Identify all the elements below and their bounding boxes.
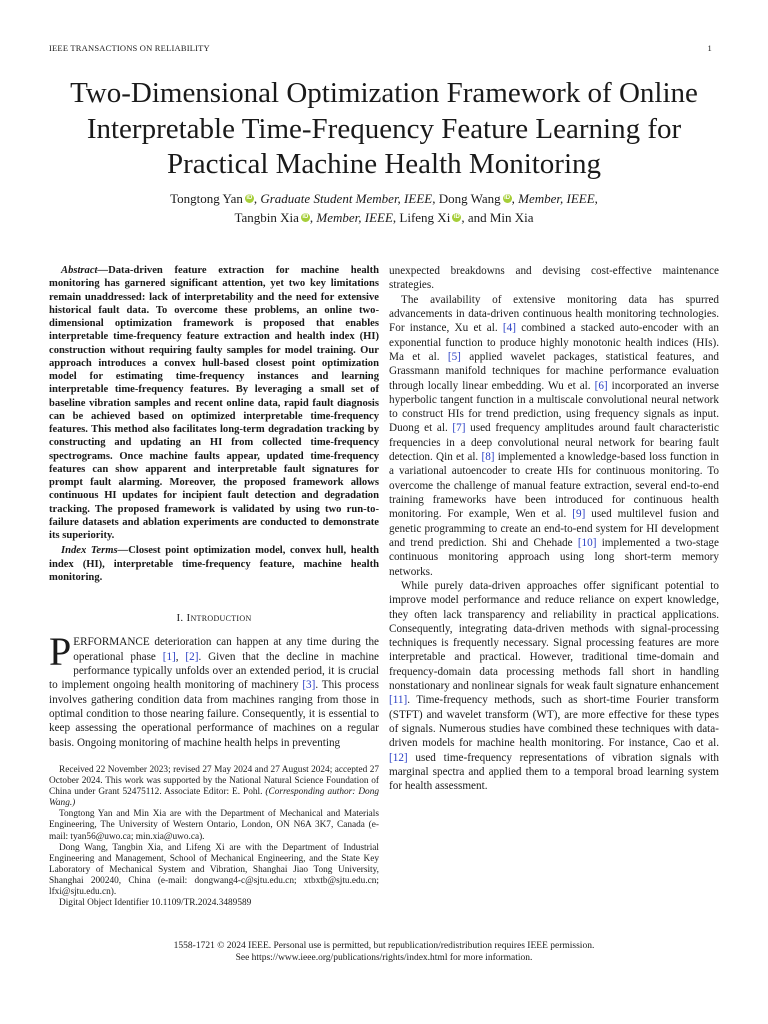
- index-terms: [49, 544, 379, 584]
- permissions-line: See https://www.ieee.org/publications/rights/index.html for more information.: [235, 953, 533, 963]
- drop-cap: P: [49, 629, 72, 675]
- copyright-line: 1558-1721 © 2024 IEEE. Personal use is permitted, but republication/redistribution requires IEEE permission.: [173, 941, 595, 951]
- footnote-affiliation: Tongtong Yan and Min Xia are with the Department of Mechanical and Materials Engineering, The University of Western Ontario, London, ON N6A 3K7, Canada (e-mail: tyan56@uwo.ca; min.xia@uwo.ca).: [49, 809, 379, 842]
- author-role: Graduate Student Member, IEEE: [260, 191, 433, 206]
- section-heading: I. Introduction: [176, 612, 252, 624]
- author-name: Dong Wang: [438, 191, 501, 206]
- footnote-doi: Digital Object Identifier 10.1109/TR.2024.3489589: [59, 898, 252, 909]
- citation-link[interactable]: [12]: [389, 751, 408, 764]
- running-header-journal: IEEE TRANSACTIONS ON RELIABILITY: [49, 43, 210, 53]
- abstract-label: Abstract—: [61, 265, 109, 276]
- right-column: [389, 264, 719, 794]
- citation-link[interactable]: [11]: [389, 694, 408, 707]
- citation-link[interactable]: [6]: [594, 379, 608, 392]
- orcid-icon[interactable]: iD: [302, 214, 309, 220]
- copyright-footer: [40, 940, 728, 964]
- orcid-icon[interactable]: iD: [504, 195, 511, 201]
- citation-link[interactable]: [5]: [447, 350, 461, 363]
- citation-link[interactable]: [8]: [481, 451, 495, 464]
- footnotes: [49, 765, 379, 909]
- paper-title: Two-Dimensional Optimization Framework of Online Interpretable Time-Frequency Feature Learning for Practical Machine Health Monitoring: [70, 77, 698, 180]
- abstract: [49, 264, 379, 542]
- author-name: Tongtong Yan: [170, 191, 243, 206]
- orcid-icon[interactable]: iD: [246, 195, 253, 201]
- author-line-2: Tangbin Xia iD , Member, IEEE, Lifeng Xi iD , and Min Xia: [234, 210, 534, 225]
- author-line-1: Tongtong Yan iD , Graduate Student Member, IEEE, Dong Wang iD , Member, IEEE,: [170, 191, 598, 206]
- author-name: Lifeng Xi: [399, 210, 451, 225]
- intro-paragraph: While purely data-driven approaches offer significant potential to improve model performance and reduce reliance on expert knowledge, they often lack transparency and reliability in practical applications. Consequently, integrating data-driven methods with signal-processing techniques is frequently necessary. Signal processing features are more interpretable and practical. However, traditional time-domain and frequency-domain data processing methods fall short in handling nonstationary and nonlinear signals for weak fault signature enhancement [11]. Time-frequency methods, such as short-time Fourier transform (STFT) and wavelet transform (WT), are more effective for these types of signals. Numerous studies have combined these techniques with data-driven models for machine health monitoring. For instance, Cao et al. [12] used time-frequency representations of vibration signals with marginal spectra and applied them to a temporal broad learning system for health assessment.: [389, 579, 719, 793]
- citation-link[interactable]: [1]: [162, 650, 176, 663]
- abstract-text: Data-driven feature extraction for machine health monitoring has garnered significant attention, yet two key limitations remain unaddressed: lack of interpretability and the need for extensive historical fault data. To overcome these problems, an online two-dimensional optimization framework is proposed that enables interpretable time-frequency feature extraction and health index (HI) construction without requiring faulty samples for model training. Our approach introduces a convex hull-based closest point optimization model for estimating time-frequency instances and learning interpretable time-frequency features. By leveraging a small set of baseline vibration samples and recent online data, rapid fault diagnosis can be achieved based on optimized interpretable time-frequency features. This method also facilitates long-term degradation tracking by constructing and updating an HI from collected time-frequency spectrograms. Once machine faults appear, updated time-frequency features can show apparent and interpretable fault signatures for prompt fault alarming. Moreover, the proposed framework allows continuous HI updates for incipient fault detection and degradation tracking. The proposed framework is validated by using two run-to-failure datasets and ablation experiments are conducted to demonstrate its superiority.: [49, 265, 379, 541]
- citation-link[interactable]: [10]: [577, 536, 597, 549]
- author-name: Min Xia: [489, 210, 534, 225]
- author-role: Member, IEEE: [518, 191, 595, 206]
- intro-paragraph-continued: unexpected breakdowns and devising cost-effective maintenance strategies.: [389, 265, 719, 292]
- index-terms-label: Index Terms—: [61, 545, 129, 557]
- citation-link[interactable]: [7]: [452, 422, 466, 435]
- index-terms-text: Closest point optimization model, convex hull, health index (HI), interpretable time-frequency feature, machine health monitoring.: [49, 545, 379, 583]
- citation-link[interactable]: [4]: [502, 322, 516, 335]
- intro-paragraph: The availability of extensive monitoring data has spurred advancements in data-driven continuous health monitoring technologies. For instance, Xu et al. [4] combined a stacked auto-encoder with an exponential function to produce highly monotonic health indices (HIs). Ma et al. [5] applied wavelet packages, statistical features, and Grassmann manifold techniques for machine performance evaluation through locally linear embedding. Wu et al. [6] incorporated an inverse hyperbolic tangent function in a multiscale convolutional neural network to construct HIs for trend prediction, using frequency signals as input. Duong et al. [7] used frequency amplitudes around fault characteristic frequencies in a deep convolutional neural network for bearing fault detection. Qin et al. [8] implemented a knowledge-based loss function in a variational autoencoder to create HIs for continuous monitoring. To overcome the challenge of manual feature extraction, several end-to-end training frameworks have been introduced for continuous health monitoring. For example, Wen et al. [9] used multilevel fusion and genetic programming to create an end-to-end system for HI development and trend prediction. Shi and Chehade [10] implemented a two-stage continuous monitoring approach using long short-term memory networks.: [389, 293, 720, 578]
- author-role: Member, IEEE: [316, 210, 393, 225]
- footnote-received: Received 22 November 2023; revised 27 May 2024 and 27 August 2024; accepted 27 October 2024. This work was supported by the National Natural Science Foundation of China under Grant 52475112. Associate Editor: E. Pohl. (Corresponding author: Dong Wang.): [49, 765, 379, 809]
- intro-paragraph: PERFORMANCE deterioration can happen at any time during the operational phase [1], [2]. Given that the decline in machine performance typically unfolds over an extended period, it is crucial to implement ongoing health monitoring of machinery [3]. This process involves gathering condition data from machines ranging from those in optimal condition to those nearing failure. Consequently, it is essential to keep assessing the operational performance of machines on a regular basis. Ongoing monitoring of machine health helps in preventing: [49, 629, 379, 749]
- citation-link[interactable]: [3]: [302, 679, 316, 692]
- citation-link[interactable]: [9]: [572, 508, 586, 521]
- author-name: Tangbin Xia: [234, 210, 299, 225]
- page-number: 1: [707, 43, 712, 53]
- column-break-text: . This process involves gathering condition data from machines ranging from those in optimal condition to those nearing failure. Consequently, it is essential to keep assessing the operational performance of machines on a regular basis. Ongoing monitoring of machine health helps in preventing: [49, 679, 379, 749]
- left-column: [49, 264, 379, 750]
- citation-link[interactable]: [2]: [185, 650, 199, 663]
- footnote-affiliation: Dong Wang, Tangbin Xia, and Lifeng Xi are with the Department of Industrial Engineering and Management, School of Mechanical Engineering, and the State Key Laboratory of Mechanical System and Vibration, Shanghai Jiao Tong University, Shanghai 200240, China (e-mail: dongwang4-c@sjtu.edu.cn; xtbxtb@sjtu.edu.cn; lfxi@sjtu.edu.cn).: [49, 842, 379, 898]
- orcid-icon[interactable]: iD: [453, 214, 460, 220]
